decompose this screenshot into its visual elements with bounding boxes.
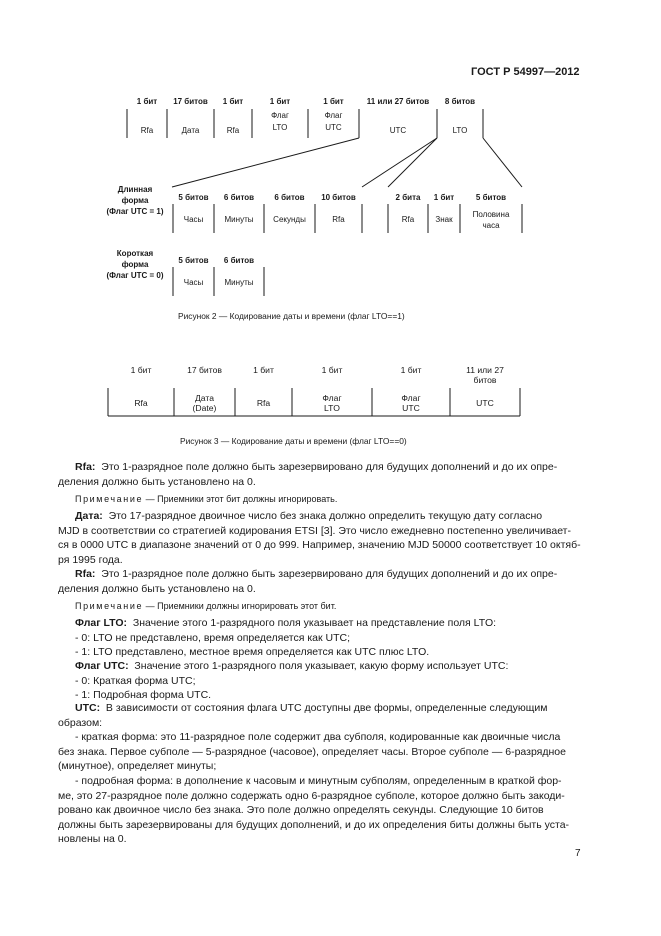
rfa-paragraph-2: Rfa: Это 1-разрядное поле должно быть зарезервировано для будущих дополнений и до их опре- деления должно быть установлено на 0. bbox=[58, 568, 558, 595]
note-2: Примечание — Приемники должны игнорировать этот бит. bbox=[75, 601, 337, 611]
figure-3-caption: Рисунок 3 — Кодирование даты и времени (флаг LTO==0) bbox=[180, 436, 407, 446]
short-form-label: Короткая форма (Флаг UTC = 0) bbox=[106, 249, 164, 280]
document-header: ГОСТ Р 54997—2012 bbox=[471, 66, 580, 78]
figure-2-caption: Рисунок 2 — Кодирование даты и времени (флаг LTO==1) bbox=[178, 311, 405, 321]
lto-flag-paragraph: Флаг LTO: Значение этого 1-разрядного поля указывает на представление поля LTO: - 0: LTO не представлено, время определяется как UTC; - 1: LTO представлено, местное время определяется как UTC плюс LTO. bbox=[75, 617, 497, 659]
note-1: Примечание — Приемники этот бит должны игнорировать. bbox=[75, 494, 338, 504]
rfa-paragraph-1: Rfa: Это 1-разрядное поле должно быть зарезервировано для будущих дополнений и до их опре- деления должно быть установлено на 0. bbox=[58, 461, 558, 488]
date-paragraph: Дата: Это 17-разрядное двоичное число без знака должно определить текущую дату согласно MJD в соответствии со стратегией кодирования ETSI [3]. Это число ежедневно постепенно увеличивает- ся в 0000 UTC в диапазоне значений от 0 до 999. Например, значению MJD 50000 соответствует 10 октяб- ря 1995 года. bbox=[58, 510, 581, 566]
utc-flag-paragraph: Флаг UTC: Значение этого 1-разрядного поля указывает, какую форму использует UTC: - 0: Краткая форма UTC; - 1: Подробная форма UTC. bbox=[75, 660, 509, 702]
page-number: 7 bbox=[575, 848, 581, 859]
utc-paragraph: UTC: В зависимости от состояния флага UTC доступны две формы, определенные следующим образом: - краткая форма: это 11-разрядное поле содержит два субполя, кодированные как двоичные числа без знака. Первое субполе — 5-разрядное (часовое), определяет часы. Второе субполе — 6-разрядное (минутное), определяет минуты; - подробная форма: в дополнение к часовым и минутным субполям, определенным в краткой фор- ме, это 27-разрядное поле должно содержать одно 6-разрядное субполе, которое должно быть закоди- ровано как двоичное число без знака. Это поле должно определять секунды. Следующие 10 битов должны быть зарезервированы для будущих дополнений, и до их определения биты должны быть уста- новлены на 0. bbox=[58, 702, 570, 846]
long-form-label: Длинная форма (Флаг UTC = 1) bbox=[106, 185, 164, 216]
